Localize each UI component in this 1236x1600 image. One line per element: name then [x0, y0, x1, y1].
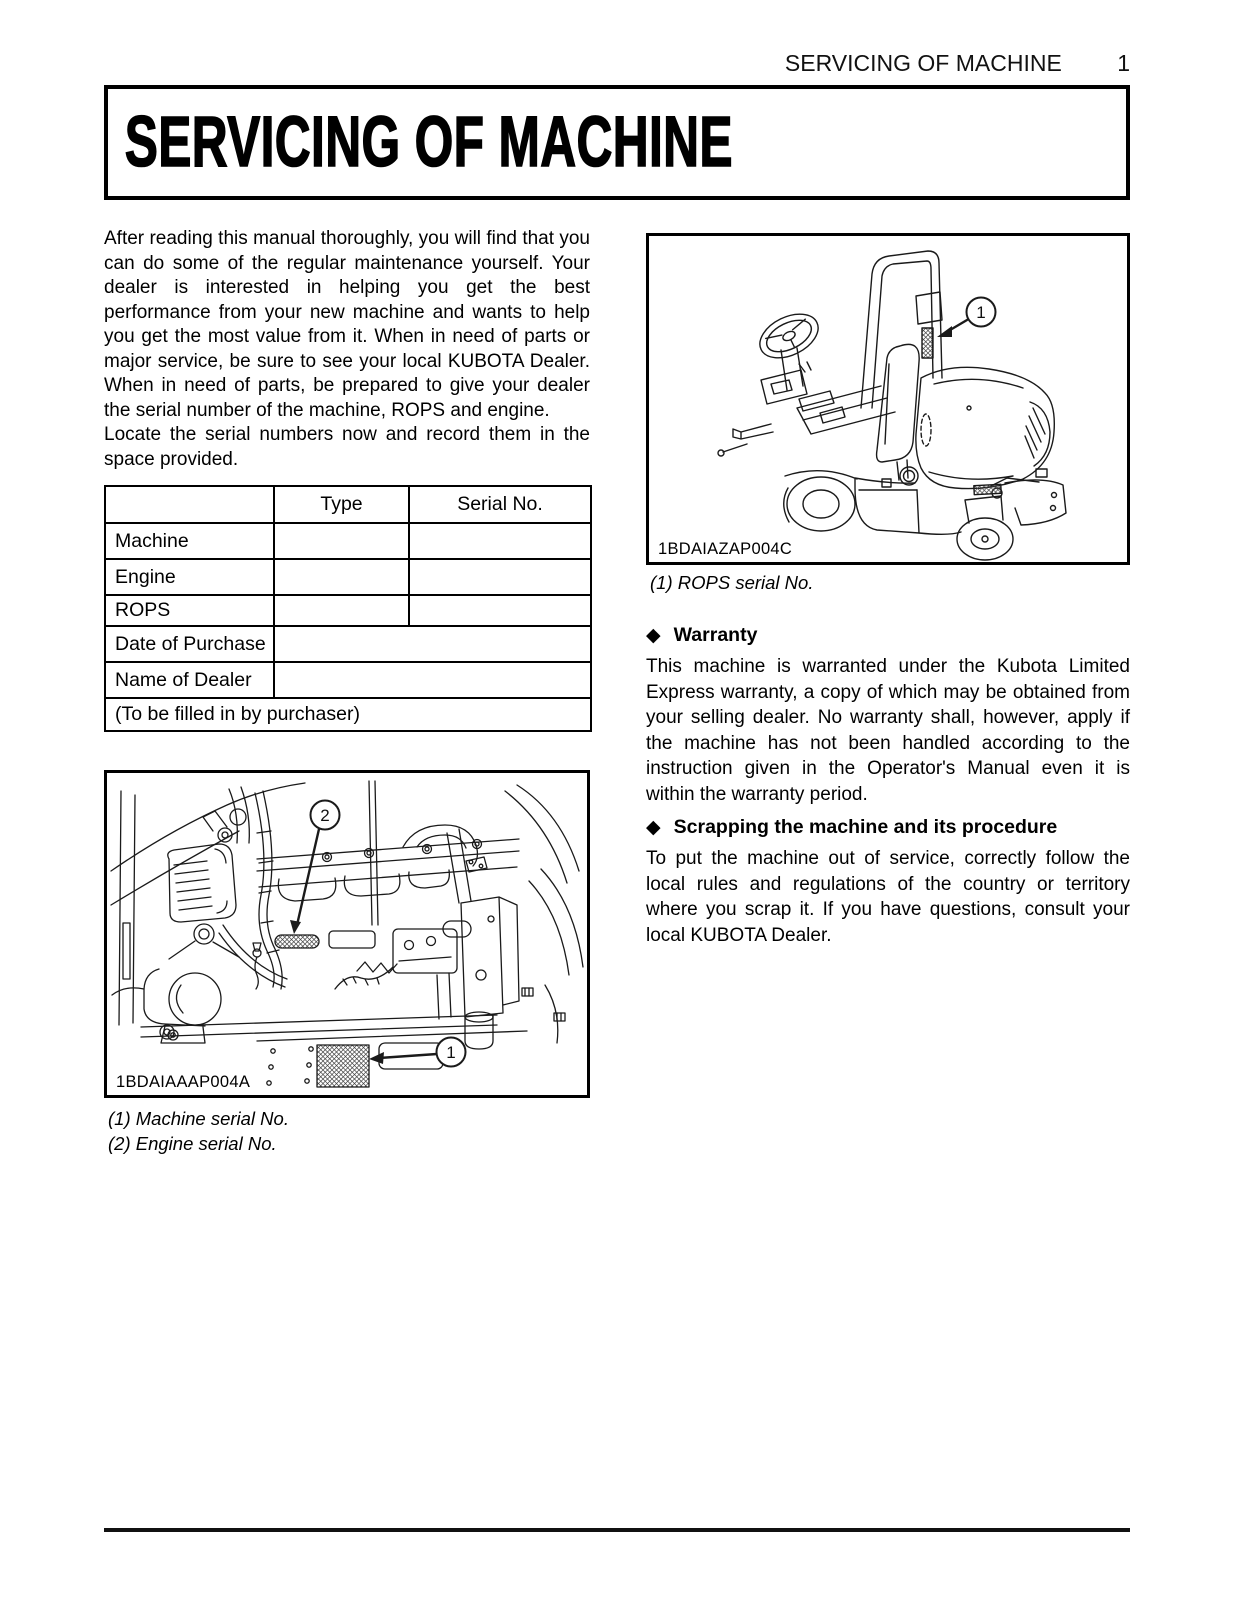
caption-rops-serial: (1) ROPS serial No. — [650, 572, 814, 593]
engine-serial-plate — [275, 935, 319, 948]
engine-illustration — [107, 773, 587, 1095]
figure-engine-compartment — [104, 770, 590, 1098]
caption-engine-serial: (2) Engine serial No. — [108, 1133, 277, 1154]
warranty-paragraph: This machine is warranted under the Kubota Limited Express warranty, a copy of which may be obtained from your selling dealer. No warranty shall, however, apply if the machine has not been handled according to the instruction given in the Operator's Manual even it is within the warranty period. — [646, 656, 1130, 805]
chapter-title: SERVICING OF MACHINE — [124, 103, 733, 182]
table-row-name-of-dealer — [105, 662, 591, 698]
mower-illustration — [649, 236, 1127, 562]
mower-figure-captions — [650, 570, 813, 595]
chapter-title-box — [104, 85, 1130, 200]
rops-serial-cell — [409, 595, 591, 626]
warranty-section — [646, 624, 1130, 807]
table-row-date-of-purchase — [105, 626, 591, 662]
table-footer-note: (To be filled in by purchaser) — [105, 698, 591, 731]
engine-row-label: Engine — [105, 559, 274, 595]
diamond-bullet-icon: ◆ — [646, 817, 661, 838]
scrapping-section — [646, 816, 1130, 948]
diamond-bullet-icon: ◆ — [646, 625, 661, 646]
scrapping-heading — [646, 816, 1130, 839]
machine-row-label: Machine — [105, 523, 274, 559]
rops-type-cell — [274, 595, 409, 626]
date-of-purchase-label: Date of Purchase — [105, 626, 274, 662]
figure-mower-rops — [646, 233, 1130, 565]
warranty-heading-label: Warranty — [673, 624, 758, 646]
rops-serial-plate — [922, 328, 933, 358]
name-of-dealer-cell — [274, 662, 591, 698]
machine-serial-cell — [409, 523, 591, 559]
table-row-machine — [105, 523, 591, 559]
serial-number-table — [104, 485, 592, 732]
engine-type-cell — [274, 559, 409, 595]
table-row-engine — [105, 559, 591, 595]
figure-engine-code: 1BDAIAAAP004A — [112, 1073, 254, 1092]
table-row-rops — [105, 595, 591, 626]
mower-callout-1-number: 1 — [976, 303, 986, 322]
name-of-dealer-label: Name of Dealer — [105, 662, 274, 698]
intro-paragraph: After reading this manual thoroughly, you will find that you can do some of the regular maintenance yourself. Your dealer is interested in helping you get the best performance from your new machine and wants to help you get the most value from it. When in need of parts or major service, be sure to see your local KUBOTA Dealer. When in need of parts, be prepared to give your dealer the serial number of the machine, ROPS and engine. — [104, 228, 590, 421]
figure-mower-code: 1BDAIAZAP004C — [654, 540, 796, 559]
running-header-page-number: 1 — [1117, 50, 1130, 76]
table-corner-cell — [105, 486, 274, 523]
engine-figure-captions — [108, 1106, 289, 1156]
scrapping-heading-label: Scrapping the machine and its procedure — [673, 816, 1058, 838]
engine-callout-1-number: 1 — [446, 1043, 456, 1062]
intro-text-block — [104, 227, 590, 472]
running-header-title: SERVICING OF MACHINE — [784, 50, 1062, 76]
engine-callout-2-number: 2 — [320, 806, 330, 825]
caption-machine-serial: (1) Machine serial No. — [108, 1108, 289, 1129]
page-bottom-rule — [104, 1528, 1130, 1532]
warranty-heading — [646, 624, 1130, 647]
table-footer-row — [105, 698, 591, 731]
locate-paragraph: Locate the serial numbers now and record them in the space provided. — [104, 424, 590, 470]
engine-serial-cell — [409, 559, 591, 595]
table-header-serial-no: Serial No. — [409, 486, 591, 523]
rops-row-label: ROPS — [105, 595, 274, 626]
machine-type-cell — [274, 523, 409, 559]
table-header-row — [105, 486, 591, 523]
machine-serial-plate — [317, 1045, 369, 1087]
running-header — [104, 50, 1130, 77]
scrapping-paragraph: To put the machine out of service, correctly follow the local rules and regulations of the country or territory where you scrap it. If you have questions, consult your local KUBOTA Dealer. — [646, 848, 1130, 946]
date-of-purchase-cell — [274, 626, 591, 662]
table-header-type: Type — [274, 486, 409, 523]
